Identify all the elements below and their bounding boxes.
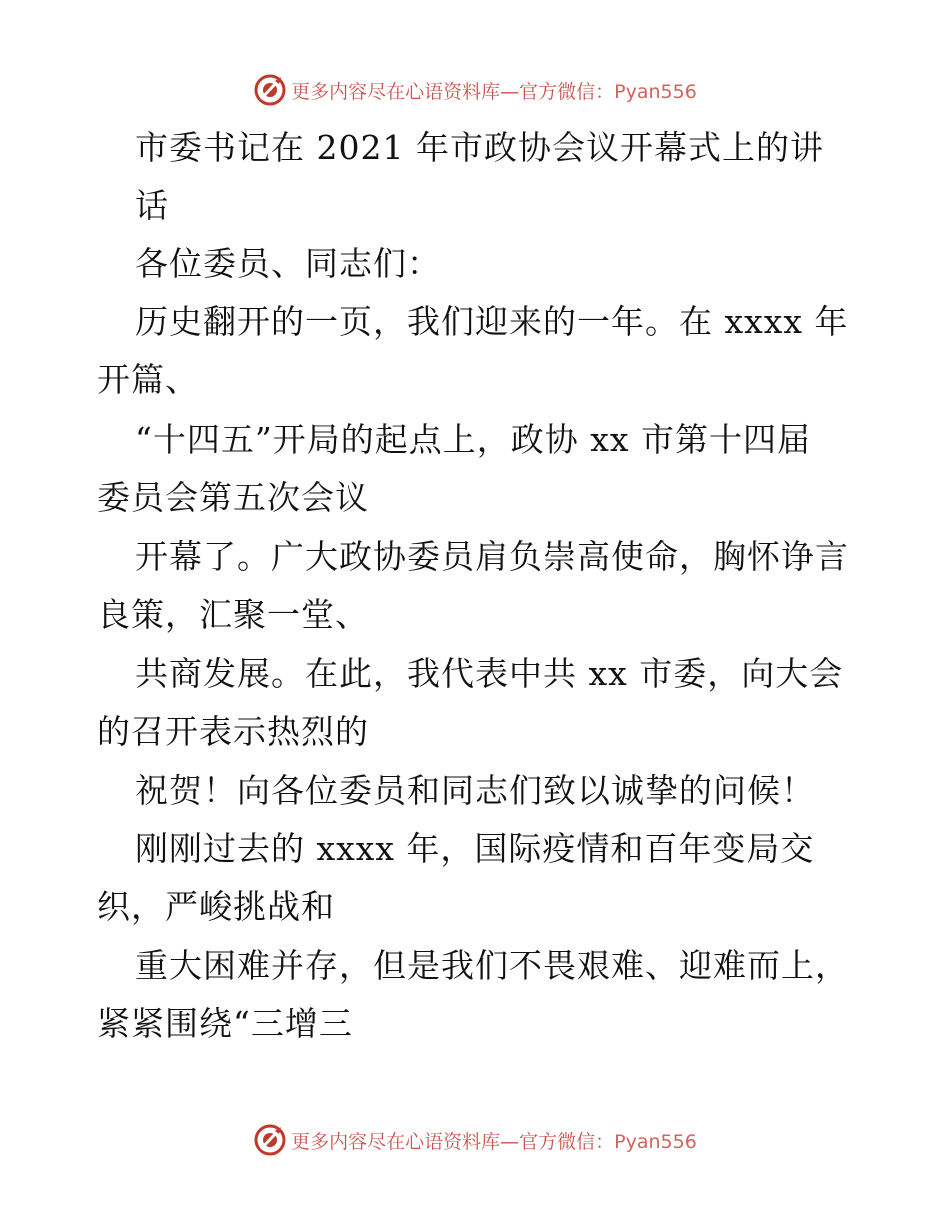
paragraph-line: 祝贺！向各位委员和同志们致以诚挚的问候！ (135, 771, 815, 810)
paragraph-line: 开篇、 (97, 360, 199, 399)
paragraph-line: 织，严峻挑战和 (97, 887, 335, 926)
header-watermark (0, 70, 950, 110)
paragraph-line: 历史翻开的一页，我们迎来的一年。在 xxxx 年 (135, 302, 849, 341)
paragraph-line: 开幕了。广大政协委员肩负崇高使命，胸怀诤言 (135, 537, 849, 576)
logo-icon (253, 1123, 287, 1157)
paragraph-line: “十四五”开局的起点上，政协 xx 市第十四届 (135, 420, 811, 459)
watermark-wechat-id: Pyan556 (614, 1130, 697, 1153)
title-line-2: 话 (135, 186, 169, 225)
paragraph-line: 共商发展。在此，我代表中共 xx 市委，向大会 (135, 654, 844, 693)
paragraph-line: 委员会第五次会议 (97, 478, 369, 517)
paragraph-line: 刚刚过去的 xxxx 年，国际疫情和百年变局交 (135, 829, 815, 868)
logo-icon (253, 73, 287, 107)
watermark-label: 更多内容尽在心语资料库—官方微信： (291, 80, 615, 103)
paragraph-line: 的召开表示热烈的 (97, 712, 369, 751)
watermark-wechat-id: Pyan556 (614, 80, 697, 103)
salutation: 各位委员、同志们： (135, 244, 441, 283)
paragraph-line: 紧紧围绕“三增三 (97, 1004, 353, 1043)
footer-watermark (0, 1120, 950, 1160)
watermark-text (291, 1127, 697, 1154)
watermark-label: 更多内容尽在心语资料库—官方微信： (291, 1130, 615, 1153)
watermark-text (291, 77, 697, 104)
title-line-1: 市委书记在 2021 年市政协会议开幕式上的讲 (135, 128, 824, 167)
paragraph-line: 重大困难并存，但是我们不畏艰难、迎难而上， (135, 946, 849, 985)
paragraph-line: 良策，汇聚一堂、 (97, 595, 369, 634)
